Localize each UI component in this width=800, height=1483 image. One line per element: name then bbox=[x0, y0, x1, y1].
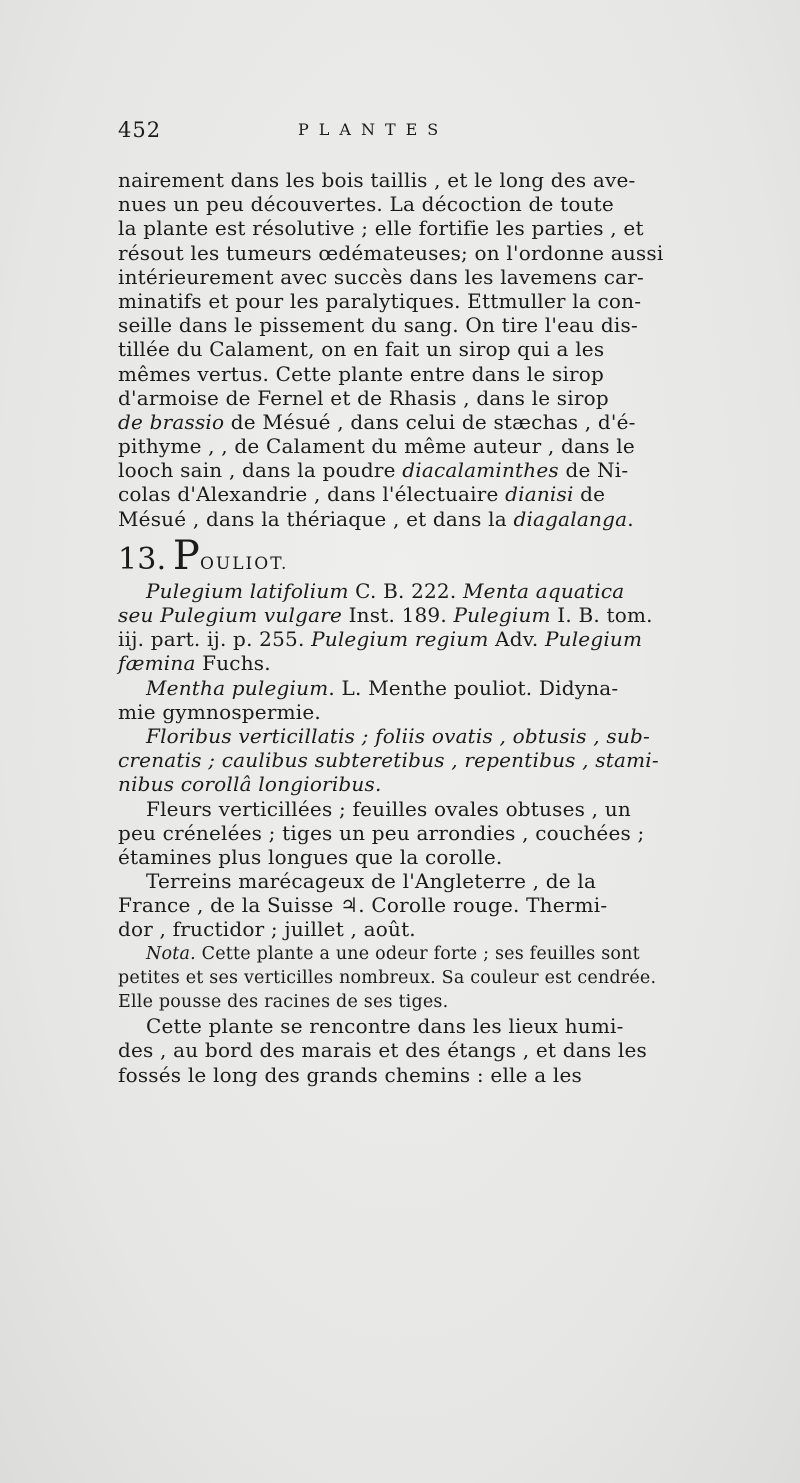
text-line: fossés le long des grands chemins : elle a les bbox=[118, 1062, 583, 1087]
entry-title-initial: P bbox=[172, 532, 200, 579]
running-title: PLANTES bbox=[298, 120, 449, 139]
main-text bbox=[118, 168, 758, 1087]
text-line: pithyme , , de Calament du même auteur , dans le bbox=[118, 434, 635, 459]
text-line: intérieurement avec succès dans les lavemens car- bbox=[118, 264, 645, 289]
page-number: 452 bbox=[118, 118, 162, 142]
text-line: nairement dans les bois taillis , et le long des ave- bbox=[118, 168, 636, 192]
entry-heading bbox=[118, 533, 758, 579]
page-header bbox=[118, 118, 680, 148]
habitat-line: dor , fructidor ; juillet , août. bbox=[118, 917, 416, 942]
nota-line: petites et ses verticilles nombreux. Sa couleur est cendrée. bbox=[118, 967, 657, 988]
text-line: seille dans le pissement du sang. On tire l'eau dis- bbox=[118, 313, 638, 338]
linnaean-line: Mentha pulegium. L. Menthe pouliot. Didyna- bbox=[146, 675, 619, 700]
description-line: Fleurs verticillées ; feuilles ovales obtuses , un bbox=[146, 796, 631, 821]
habitat-line: Terreins marécageux de l'Angleterre , de la bbox=[146, 869, 597, 894]
text-line: de brassio de Mésué , dans celui de stæchas , d'é- bbox=[118, 409, 636, 434]
text-line: la plante est résolutive ; elle fortifie les parties , et bbox=[118, 216, 644, 241]
nota-line: Nota. Cette plante a une odeur forte ; ses feuilles sont bbox=[146, 943, 640, 964]
entry-number: 13. bbox=[118, 541, 167, 577]
latin-diagnosis-line: nibus corollâ longioribus. bbox=[118, 772, 382, 797]
description-line: étamines plus longues que la corolle. bbox=[118, 844, 503, 869]
text-line: looch sain , dans la poudre diacalaminthes de Ni- bbox=[118, 458, 629, 483]
linnaean-line: mie gymnospermie. bbox=[118, 699, 321, 724]
text-line: d'armoise de Fernel et de Rhasis , dans le sirop bbox=[118, 385, 609, 410]
synonym-line: seu Pulegium vulgare Inst. 189. Pulegium I. B. tom. bbox=[118, 603, 653, 627]
entry-title: OULIOT. bbox=[200, 553, 289, 574]
synonym-line: Pulegium latifolium C. B. 222. Menta aquatica bbox=[146, 578, 625, 603]
description-line: peu crénelées ; tiges un peu arrondies , couchées ; bbox=[118, 820, 645, 845]
nota-line: Elle pousse des racines de ses tiges. bbox=[118, 992, 449, 1012]
text-line: Mésué , dans la thériaque , et dans la diagalanga. bbox=[118, 506, 634, 531]
text-line: mêmes vertus. Cette plante entre dans le sirop bbox=[118, 361, 605, 386]
text-line: résout les tumeurs œdémateuses; on l'ordonne aussi bbox=[118, 240, 664, 265]
synonym-line: fæmina Fuchs. bbox=[118, 651, 271, 676]
latin-diagnosis-line: crenatis ; caulibus subteretibus , repentibus , stami- bbox=[118, 748, 659, 773]
text-line: colas d'Alexandrie , dans l'électuaire dianisi de bbox=[118, 482, 606, 507]
text-line: tillée du Calament, on en fait un sirop qui a les bbox=[118, 337, 605, 362]
text-line: Cette plante se rencontre dans les lieux humi- bbox=[146, 1014, 624, 1039]
latin-diagnosis-line: Floribus verticillatis ; foliis ovatis , obtusis , sub- bbox=[146, 723, 650, 748]
synonym-line: iij. part. ij. p. 255. Pulegium regium Adv. Pulegium bbox=[118, 627, 643, 652]
habitat-line: France , de la Suisse ♃. Corolle rouge. Thermi- bbox=[118, 893, 608, 918]
text-line: des , au bord des marais et des étangs , et dans les bbox=[118, 1038, 648, 1063]
text-line: nues un peu découvertes. La décoction de toute bbox=[118, 192, 614, 217]
text-line: minatifs et pour les paralytiques. Ettmuller la con- bbox=[118, 288, 642, 313]
